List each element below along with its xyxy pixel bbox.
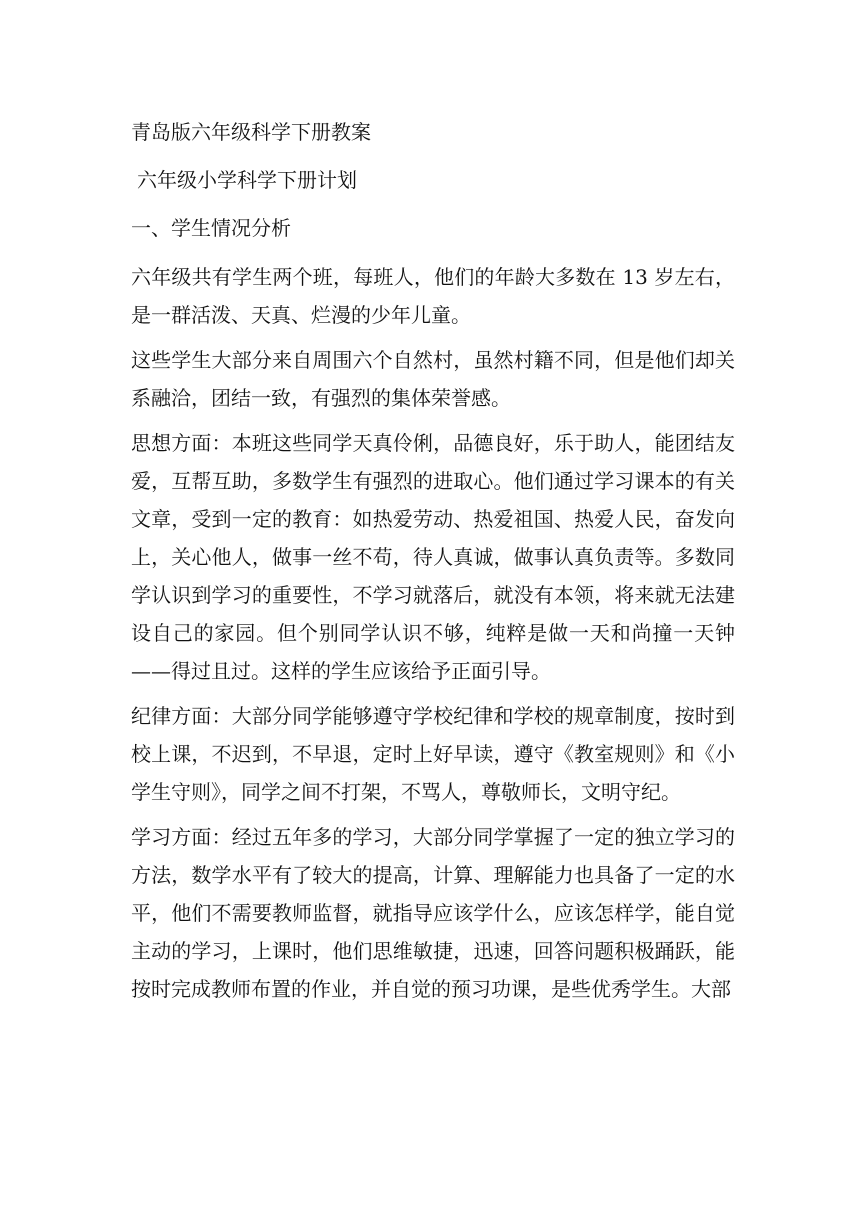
document-body bbox=[131, 112, 735, 1015]
paragraph-discipline: 纪律方面：大部分同学能够遵守学校纪律和学校的规章制度，按时到校上课，不迟到，不早退，定时上好早读，遵守《教室规则》和《小学生守则》，同学之间不打架，不骂人，尊敬师长，文明守纪。 bbox=[131, 704, 735, 804]
plan-subtitle: 六年级小学科学下册计划 bbox=[137, 168, 357, 192]
paragraph-study: 学习方面：经过五年多的学习，大部分同学掌握了一定的独立学习的方法，数学水平有了较大的提高，计算、理解能力也具备了一定的水平，他们不需要教师监督，就指导应该学什么，应该怎样学，能自觉主动的学习，上课时，他们思维敏捷，迅速，回答问题积极踊跃，能按时完成教师布置的作业，并自觉的预习功课，是些优秀学生。大部 bbox=[131, 825, 735, 1001]
paragraph-student-origin: 这些学生大部分来自周围六个自然村，虽然村籍不同，但是他们却关系融洽，团结一致，有强烈的集体荣誉感。 bbox=[131, 348, 735, 410]
document-title: 青岛版六年级科学下册教案 bbox=[131, 120, 371, 144]
section-heading: 一、学生情况分析 bbox=[131, 216, 291, 240]
paragraph-class-overview: 六年级共有学生两个班，每班人，他们的年龄大多数在 13 岁左右，是一群活泼、天真、烂漫的少年儿童。 bbox=[131, 265, 735, 327]
paragraph-ideology: 思想方面：本班这些同学天真伶俐，品德良好，乐于助人，能团结友爱，互帮互助，多数学生有强烈的进取心。他们通过学习课本的有关文章，受到一定的教育：如热爱劳动、热爱祖国、热爱人民，奋发向上，关心他人，做事一丝不苟，待人真诚，做事认真负责等。多数同学认识到学习的重要性，不学习就落后，就没有本领，将来就无法建设自己的家园。但个别同学认识不够，纯粹是做一天和尚撞一天钟——得过且过。这样的学生应该给予正面引导。 bbox=[131, 431, 735, 683]
